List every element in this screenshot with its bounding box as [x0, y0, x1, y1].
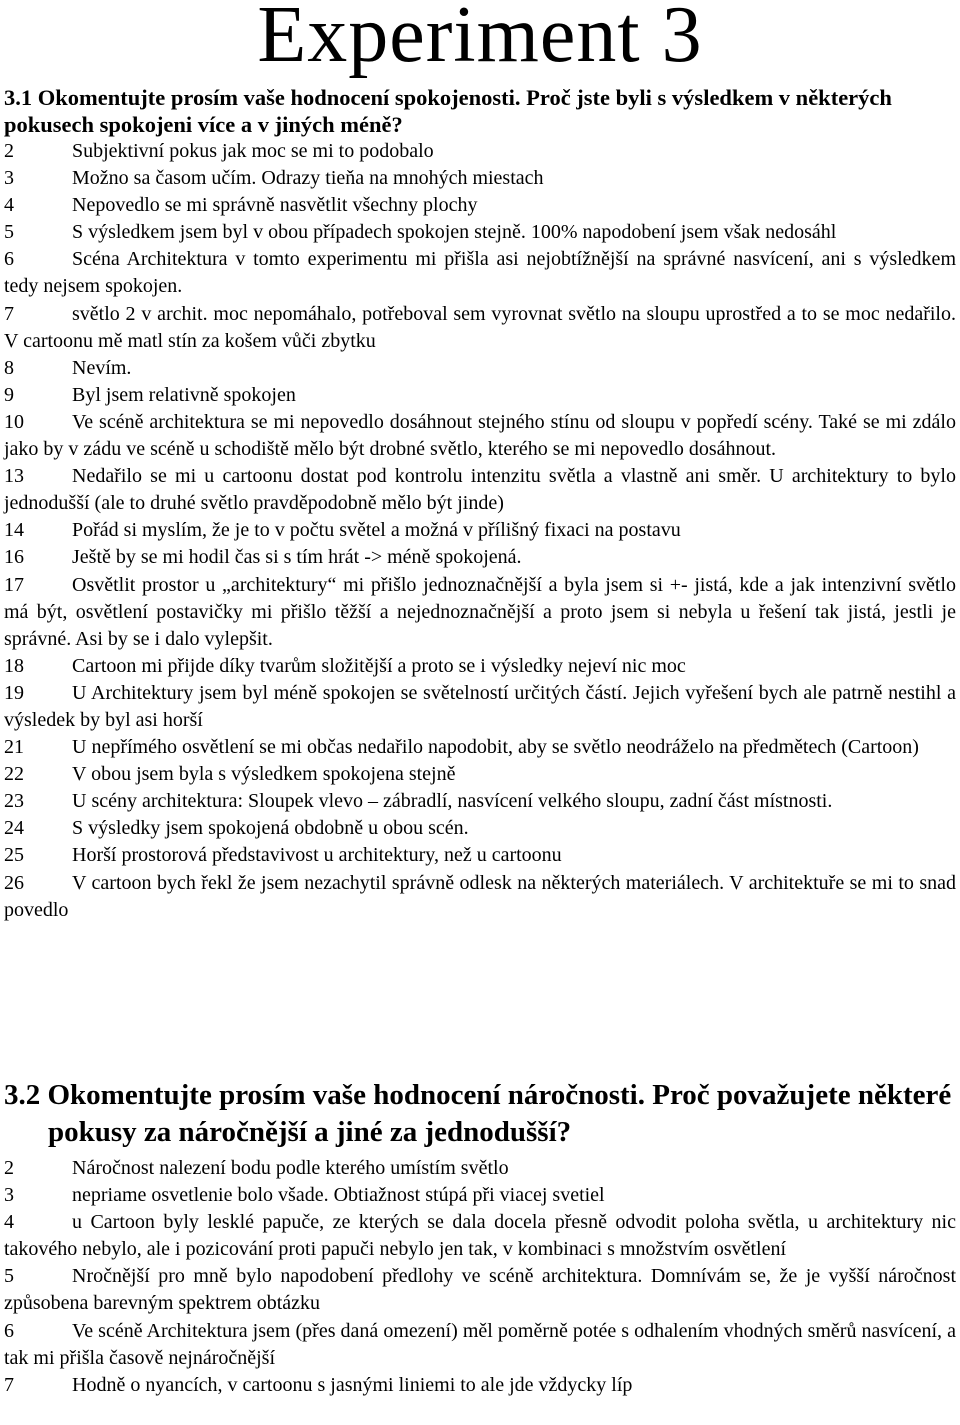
answer-entry: [4, 192, 956, 219]
answer-entry: [4, 382, 956, 409]
respondent-number: 3: [4, 1184, 14, 1207]
page-title: Experiment 3: [257, 0, 703, 79]
answer-text: Ve scéně architektura se mi nepovedlo dosáhnout stejného stínu od sloupu v popředí scény. Také se mi zdálo jako by v zádu ve scéně u schodiště mělo být drobné světlo, kterého se mi nepovedlo dosáhnout.: [4, 410, 956, 461]
respondent-number: 10: [4, 410, 24, 433]
answer-text: Nedařilo se mi u cartoonu dostat pod kontrolu intenzitu světla a vlastně ani směr. U architektury to bylo jednodušší (ale to druhé světlo pravděpodobně mělo být jinde): [4, 465, 956, 515]
answer-text: V cartoon bych řekl že jsem nezachytil správně odlesk na některých materiálech. V architektuře se mi to snad povedlo: [4, 871, 956, 921]
respondent-number: 7: [4, 1373, 14, 1396]
answer-entry: [4, 301, 956, 355]
answer-entry: [4, 1182, 956, 1209]
answer-entry: [4, 409, 956, 463]
section-difficulty: [4, 1077, 956, 1399]
answer-text: světlo 2 v archit. moc nepomáhalo, potřeboval sem vyrovnat světlo na sloupu uprostřed a to se moc nedařilo. V cartoonu mě matl stín za košem vůči zbytku: [4, 302, 956, 352]
answer-list: [4, 138, 956, 924]
section-satisfaction: [4, 84, 956, 924]
section-heading: 3.1 Okomentujte prosím vaše hodnocení spokojenosti. Proč jste byli s výsledkem v některých pokusech spokojeni více a v jiných méně?: [4, 85, 892, 137]
respondent-number: 25: [4, 844, 24, 867]
answer-entry: [4, 138, 956, 165]
answer-text: Hodně o nyancích, v cartoonu s jasnými liniemi to ale jde vždycky líp: [72, 1373, 633, 1396]
answer-entry: [4, 734, 956, 761]
respondent-number: 9: [4, 383, 14, 406]
answer-entry: [4, 219, 956, 246]
respondent-number: 17: [4, 573, 24, 596]
answer-text: u Cartoon byly lesklé papuče, ze kterých se dala docela přesně odvodit poloha světla, u architektury nic takového nebylo, ale i pozicování proti papuči nebylo jen tak, v kombinaci s množstvím osvětlení: [4, 1211, 956, 1261]
respondent-number: 2: [4, 140, 14, 162]
answer-text: U nepřímého osvětlení se mi občas nedařilo napodobit, aby se světlo neodráželo na předmětech (Cartoon): [72, 736, 919, 759]
respondent-number: 14: [4, 519, 24, 542]
respondent-number: 22: [4, 763, 24, 786]
answer-text: Nevím.: [72, 356, 132, 379]
answer-text: Horší prostorová představivost u architektury, než u cartoonu: [72, 844, 562, 867]
answer-text: Byl jsem relativně spokojen: [72, 383, 296, 406]
answer-text: S výsledkem jsem byl v obou případech spokojen stejně. 100% napodobení jsem však nedosáhl: [72, 221, 837, 244]
respondent-number: 21: [4, 736, 24, 759]
respondent-number: 19: [4, 681, 24, 704]
answer-text: V obou jsem byla s výsledkem spokojena stejně: [72, 763, 456, 786]
answer-text: Ještě by se mi hodil čas si s tím hrát -> méně spokojená.: [72, 546, 522, 569]
answer-entry: [4, 788, 956, 815]
respondent-number: 3: [4, 167, 14, 190]
answer-text: S výsledky jsem spokojená obdobně u obou scén.: [72, 817, 469, 840]
answer-text: Pořád si myslím, že je to v počtu světel a možná v přílišný fixaci na postavu: [72, 519, 681, 542]
answer-entry: [4, 842, 956, 869]
answer-text: Nročnější pro mně bylo napodobení předlohy ve scéně architektura. Domnívám se, že je vyšší náročnost způsobena barevným spektrem obtázku: [4, 1265, 956, 1315]
answer-entry: [4, 355, 956, 382]
section-heading: 3.2 Okomentujte prosím vaše hodnocení náročnosti. Proč považujete některé pokusy za náročnější a jiné za jednodušší?: [4, 1079, 952, 1148]
respondent-number: 5: [4, 221, 14, 244]
answer-text: Nepovedlo se mi správně nasvětlit všechny plochy: [72, 194, 478, 217]
respondent-number: 8: [4, 356, 14, 379]
answer-entry: [4, 165, 956, 192]
answer-entry: [4, 815, 956, 842]
answer-entry: [4, 463, 956, 517]
answer-text: U Architektury jsem byl méně spokojen se světelností určitých částí. Jejich vyřešení bych ale patrně nestihl a výsledek by byl asi horší: [4, 681, 956, 731]
answer-entry: [4, 1263, 956, 1317]
answer-text: Náročnost nalezení bodu podle kterého umístím světlo: [72, 1157, 509, 1179]
answer-entry: [4, 572, 956, 653]
answer-entry: [4, 653, 956, 680]
answer-entry: [4, 246, 956, 300]
answer-list: [4, 1155, 956, 1399]
respondent-number: 2: [4, 1157, 14, 1179]
answer-entry: [4, 517, 956, 544]
respondent-number: 4: [4, 194, 14, 217]
answer-text: Subjektivní pokus jak moc se mi to podobalo: [72, 140, 434, 162]
answer-entry: [4, 1155, 956, 1182]
respondent-number: 4: [4, 1211, 14, 1234]
answer-entry: [4, 870, 956, 924]
respondent-number: 26: [4, 871, 24, 894]
answer-text: U scény architektura: Sloupek vlevo – zábradlí, nasvícení velkého sloupu, zadní část místnosti.: [72, 790, 833, 813]
respondent-number: 23: [4, 790, 24, 813]
answer-entry: [4, 680, 956, 734]
respondent-number: 13: [4, 465, 24, 488]
respondent-number: 6: [4, 248, 14, 271]
answer-text: Možno sa časom učím. Odrazy tieňa na mnohých miestach: [72, 167, 544, 190]
answer-entry: [4, 544, 956, 571]
answer-entry: [4, 1209, 956, 1263]
respondent-number: 16: [4, 546, 24, 569]
answer-entry: [4, 1372, 956, 1399]
respondent-number: 24: [4, 817, 24, 840]
answer-text: Scéna Architektura v tomto experimentu mi přišla asi nejobtížnější na správné nasvícení, ani s výsledkem tedy nejsem spokojen.: [4, 248, 956, 298]
answer-text: Osvětlit prostor u „architektury“ mi přišlo jednoznačnější a byla jsem si +- jistá, kde a jak intenzivní světlo má být, osvětlení postavičky mi přišlo těžší a nejednoznačnější a proto jsem si nebyla u řešení tak jistá, jestli je správné. Asi by se i dalo vylepšit.: [4, 573, 956, 650]
answer-text: Cartoon mi přijde díky tvarům složitější a proto se i výsledky nejeví nic moc: [72, 654, 686, 677]
respondent-number: 18: [4, 654, 24, 677]
answer-text: Ve scéně Architektura jsem (přes daná omezení) měl poměrně potée s odhalením vhodných směrů nasvícení, a tak mi přišla časově nejnáročnější: [4, 1319, 956, 1369]
answer-entry: [4, 761, 956, 788]
answer-text: nepriame osvetlenie bolo všade. Obtiažnost stúpá při viacej svetiel: [72, 1184, 605, 1207]
respondent-number: 5: [4, 1265, 14, 1288]
respondent-number: 7: [4, 302, 14, 325]
answer-entry: [4, 1318, 956, 1372]
respondent-number: 6: [4, 1319, 14, 1342]
